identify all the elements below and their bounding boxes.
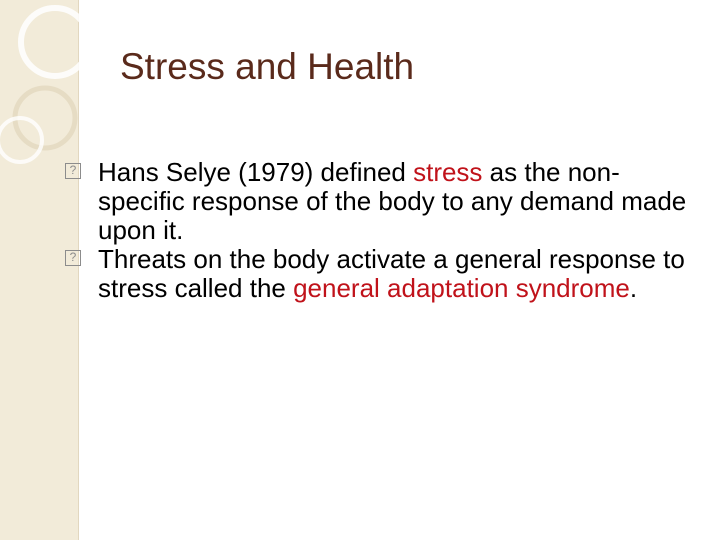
missing-glyph-bullet-icon: ? — [65, 163, 81, 179]
highlighted-term: general adaptation syndrome — [293, 273, 630, 303]
bullet-text: Threats on the body activate a general response to stress called the general adaptation syndrome. — [98, 244, 685, 303]
bullet-item — [64, 158, 694, 245]
bullet-item — [64, 245, 694, 303]
bullet-text: Hans Selye (1979) defined stress as the non-specific response of the body to any demand made upon it. — [98, 157, 687, 245]
missing-glyph-bullet-icon: ? — [65, 250, 81, 266]
bullet-list — [64, 158, 694, 303]
slide-title: Stress and Health — [120, 46, 415, 87]
highlighted-term: stress — [413, 157, 483, 187]
